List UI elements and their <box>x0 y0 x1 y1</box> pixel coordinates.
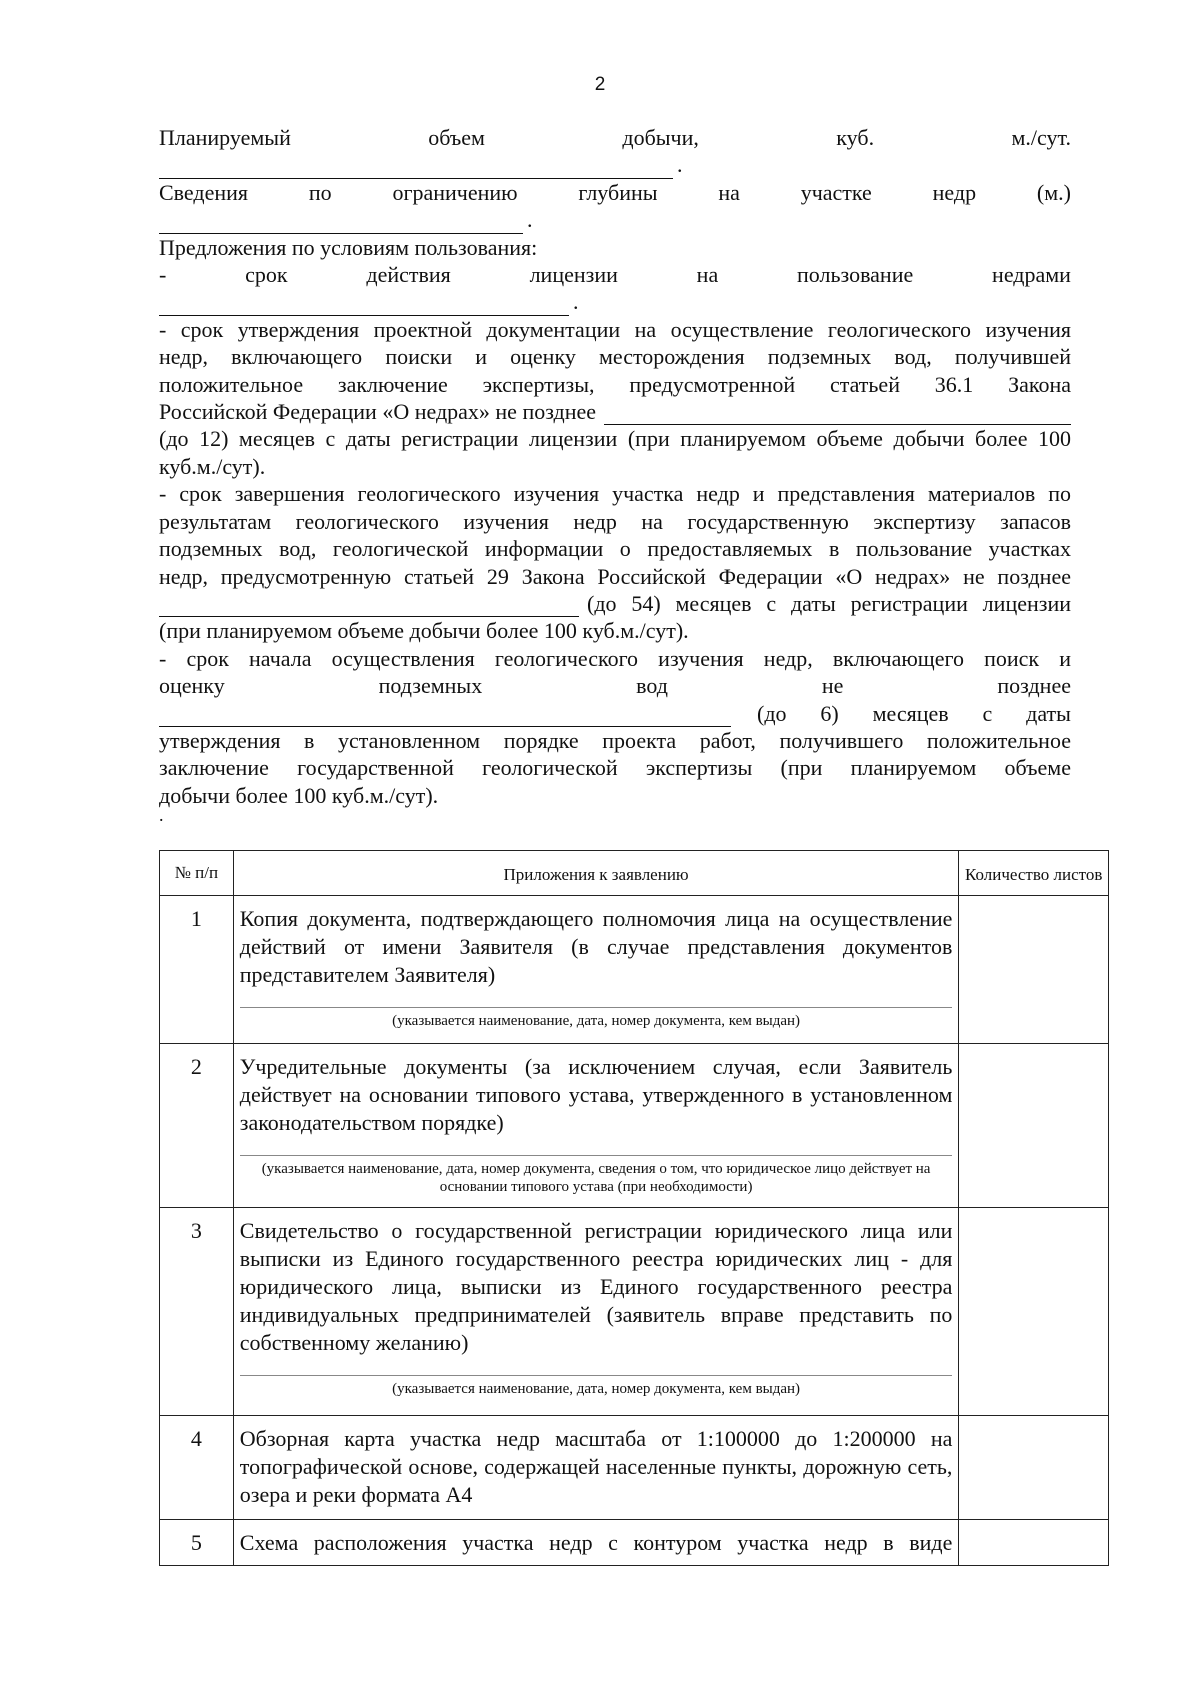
word: срок <box>245 262 288 288</box>
row-number: 3 <box>160 1208 234 1416</box>
word: - <box>159 262 167 288</box>
table-row <box>160 1208 1109 1416</box>
row-text: Копия документа, подтверждающего полномочия лица на осуществление действий от имени Заявителя (в случае представления документов представителем Заявителя) <box>239 906 953 987</box>
study-completion-blank[interactable] <box>159 595 579 617</box>
text-line: недр, предусмотренную статьей 29 Закона Российской Федерации «О недрах» не позднее <box>159 563 1071 589</box>
study-start-paragraph <box>159 645 1071 809</box>
row-note: (указывается наименование, дата, номер документа, сведения о том, что юридическое лицо действует на основании типового устава (при необходимости) <box>240 1155 953 1196</box>
license-term-line <box>159 261 1071 288</box>
word: лицензии <box>529 262 618 288</box>
row-content <box>233 1520 959 1566</box>
text-line <box>757 700 1071 727</box>
word: м./сут. <box>1011 125 1071 150</box>
text-line: Российской Федерации «О недрах» не позднее <box>159 399 597 425</box>
text-line: подземных вод, геологической информации о предоставляемых в пользование участках <box>159 536 1071 562</box>
row-content <box>233 1044 959 1208</box>
row-sheet-count[interactable] <box>959 896 1109 1044</box>
text-line: (при планируемом объеме добычи более 100 куб.м./сут). <box>159 618 689 644</box>
word: месяцев <box>872 700 949 726</box>
word: недр <box>932 179 977 205</box>
word: объем <box>428 125 485 150</box>
row-number: 1 <box>160 896 234 1044</box>
text-line: - срок начала осуществления геологического изучения недр, включающего поиск и <box>159 645 1071 671</box>
text-line: утверждения в установленном порядке проекта работ, получившего положительное <box>159 727 1071 753</box>
header-sheet-count: Количество листов <box>959 851 1109 896</box>
row-number: 4 <box>160 1416 234 1520</box>
row-sheet-count[interactable] <box>959 1044 1109 1208</box>
study-completion-paragraph <box>159 480 1071 644</box>
table-row <box>160 1520 1109 1566</box>
word: (м.) <box>1036 179 1071 205</box>
word: по <box>308 179 332 205</box>
row-sheet-count[interactable] <box>959 1208 1109 1416</box>
row-number: 5 <box>160 1520 234 1566</box>
proposals-heading: Предложения по условиям пользования: <box>159 234 538 260</box>
study-start-blank[interactable] <box>159 705 731 727</box>
word: глубины <box>578 179 658 205</box>
word: на <box>718 179 740 205</box>
stray-dot: . <box>159 805 164 826</box>
license-term-blank[interactable]: . <box>159 288 1071 315</box>
row-content <box>233 896 959 1044</box>
word: добычи, <box>622 125 699 150</box>
text-line <box>159 672 1071 699</box>
row-note: (указывается наименование, дата, номер документа, кем выдан) <box>240 1007 953 1030</box>
word: пользование <box>797 262 914 288</box>
text-line: - срок утверждения проектной документации на осуществление геологического изучения <box>159 316 1071 342</box>
word: ограничению <box>392 179 518 205</box>
text-line: (до 54) месяцев с даты регистрации лицензии <box>587 590 1071 616</box>
word: действия <box>366 262 451 288</box>
row-content <box>233 1208 959 1416</box>
word: на <box>696 262 719 288</box>
document-body <box>159 124 1071 826</box>
word: 6) <box>820 700 839 726</box>
attachments-table <box>159 850 1109 1566</box>
row-text: Свидетельство о государственной регистрации юридического лица или выписки из Единого государственного реестра юридических лиц - для юридического лица, выписки из Единого государственного реестра индивидуальных предпринимателей (заявитель вправе представить по собственному желанию) <box>239 1218 953 1355</box>
word: Сведения <box>159 179 249 205</box>
table-row <box>160 1044 1109 1208</box>
page-number: 2 <box>594 74 606 95</box>
text-line: результатам геологического изучения недр на государственную экспертизу запасов <box>159 508 1071 534</box>
word: не <box>821 673 844 699</box>
row-sheet-count[interactable] <box>959 1520 1109 1566</box>
word: куб. <box>836 125 875 150</box>
word: участке <box>800 179 872 205</box>
row-text: Схема расположения участка недр с контуром участка недр в виде <box>239 1530 953 1555</box>
row-text: Обзорная карта участка недр масштаба от 1:100000 до 1:200000 на топографической основе, содержащей населенные пункты, дорожную сеть, озера и реки формата А4 <box>239 1426 953 1507</box>
table-row <box>160 1416 1109 1520</box>
text-line: заключение государственной геологической экспертизы (при планируемом объеме <box>159 755 1071 781</box>
row-sheet-count[interactable] <box>959 1416 1109 1520</box>
row-number: 2 <box>160 1044 234 1208</box>
depth-limit-line <box>159 179 1071 206</box>
project-approval-blank[interactable] <box>604 403 1071 425</box>
text-line: (до 12) месяцев с даты регистрации лицензии (при планируемом объеме добычи более 100 куб.м./сут). <box>159 426 1071 479</box>
planned-volume-blank[interactable]: . <box>159 151 1071 178</box>
text-line: добычи более 100 куб.м./сут). <box>159 782 439 808</box>
table-row <box>160 896 1109 1044</box>
table-header-row <box>160 851 1109 896</box>
word: (до <box>757 700 787 726</box>
project-approval-paragraph <box>159 316 1071 480</box>
row-text: Учредительные документы (за исключением случая, если Заявитель действует на основании типового устава, утвержденного в установленном законодательством порядке) <box>239 1054 953 1135</box>
planned-volume-line <box>159 124 1071 151</box>
row-note: (указывается наименование, дата, номер документа, кем выдан) <box>240 1375 953 1398</box>
text-line: - срок завершения геологического изучения участка недр и представления материалов по <box>159 481 1071 507</box>
text-line: недр, включающего поиски и оценку месторождения подземных вод, получившей <box>159 344 1071 370</box>
word: с <box>982 700 993 726</box>
header-number: № п/п <box>160 851 234 896</box>
word: Планируемый <box>159 125 291 150</box>
depth-limit-blank[interactable]: . <box>159 206 1071 233</box>
word: оценку <box>159 673 225 699</box>
word: недрами <box>992 262 1071 288</box>
word: даты <box>1026 700 1071 726</box>
row-content <box>233 1416 959 1520</box>
word: подземных <box>378 673 483 699</box>
word: позднее <box>997 673 1071 699</box>
text-line: положительное заключение экспертизы, предусмотренной статьей 36.1 Закона <box>159 371 1071 397</box>
word: вод <box>636 673 668 699</box>
header-attachments: Приложения к заявлению <box>233 851 959 896</box>
